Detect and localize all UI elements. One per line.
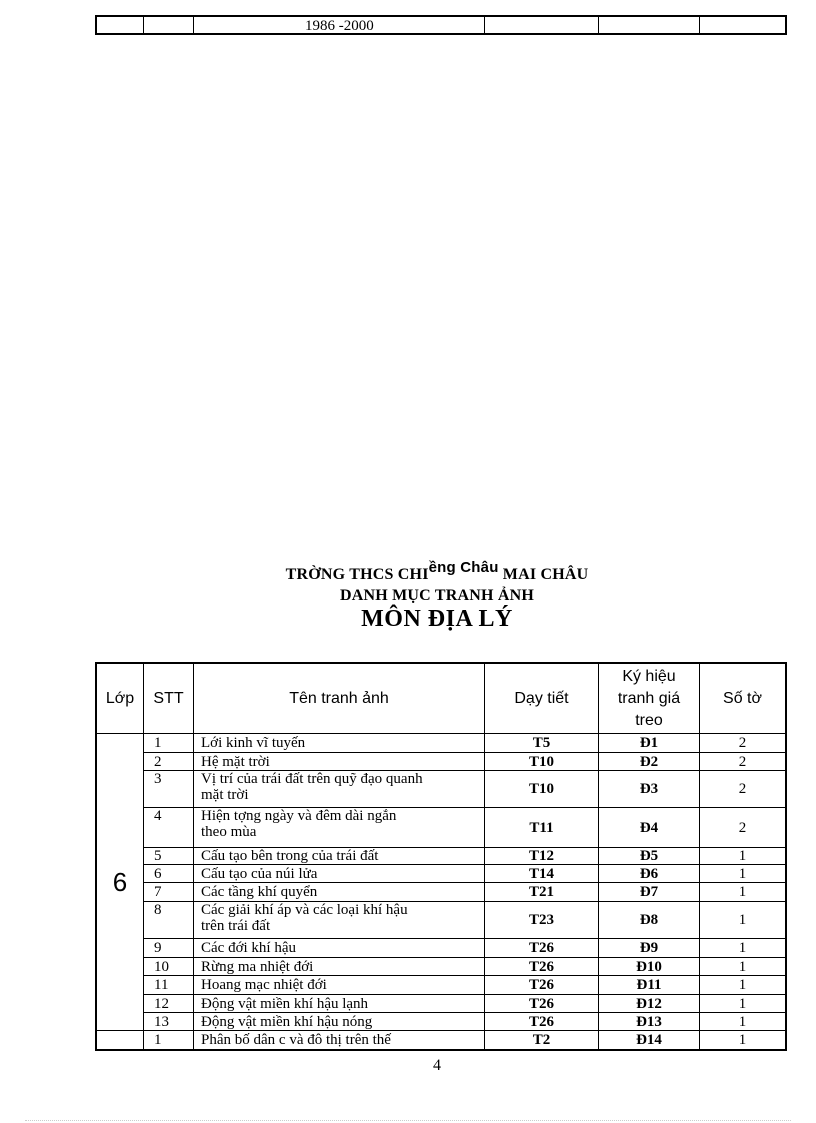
row-name: Hiện tợng ngày và đêm dài ngắn: [201, 808, 397, 824]
row-name: Cấu tạo bên trong của trái đất: [201, 848, 379, 864]
row-lesson: T21: [528, 884, 554, 900]
row-code: Đ13: [636, 1014, 662, 1030]
page-bottom-rule: [25, 1120, 791, 1121]
row-index: 10: [154, 959, 169, 975]
row-index: 7: [154, 884, 162, 900]
row-code: Đ4: [639, 820, 659, 836]
row-name-cont: theo mùa: [201, 824, 257, 840]
row-lesson: T10: [528, 781, 554, 797]
row-sheets: 2: [738, 754, 747, 770]
row-name: Các tầng khí quyển: [201, 884, 318, 900]
school-name-superscript: ềng Châu: [428, 559, 499, 576]
row-code: Đ5: [639, 848, 659, 864]
row-code: Đ9: [639, 940, 659, 956]
row-name: Hệ mặt trời: [201, 754, 270, 770]
row-lesson: T26: [528, 940, 554, 956]
row-code: Đ14: [636, 1032, 662, 1048]
row-lesson: T11: [529, 820, 554, 836]
row-lesson: T26: [528, 977, 554, 993]
row-lesson: T2: [532, 1032, 551, 1048]
row-lesson: T23: [528, 912, 554, 928]
row-index: 4: [154, 808, 162, 824]
page-number: 4: [433, 1057, 441, 1074]
row-sheets: 1: [738, 884, 747, 900]
row-name: Cấu tạo của núi lửa: [201, 866, 318, 882]
list-title: DANH MỤC TRANH ẢNH: [340, 587, 534, 604]
row-name: Vị trí của trái đất trên quỹ đạo quanh: [201, 771, 423, 787]
picture-catalog-table: [95, 662, 787, 1051]
row-lesson: T5: [532, 735, 551, 751]
row-code: Đ1: [639, 735, 659, 751]
row-index: 12: [154, 996, 169, 1012]
row-sheets: 1: [738, 912, 747, 928]
row-index: 11: [154, 977, 169, 993]
row-sheets: 2: [738, 735, 747, 751]
row-sheets: 2: [738, 781, 747, 797]
row-sheets: 2: [738, 820, 747, 836]
row-sheets: 1: [738, 1032, 747, 1048]
row-name: Động vật miền khí hậu nóng: [201, 1014, 373, 1030]
row-lesson: T12: [528, 848, 554, 864]
row-name: Các giải khí áp và các loại khí hậu: [201, 902, 408, 918]
row-lesson: T26: [528, 996, 554, 1012]
row-sheets: 1: [738, 977, 747, 993]
row-name: Động vật miền khí hậu lạnh: [201, 996, 369, 1012]
row-sheets: 1: [738, 848, 747, 864]
header-grade: Lớp: [105, 690, 135, 707]
row-code: Đ10: [636, 959, 662, 975]
row-name-cont: trên trái đất: [201, 918, 271, 934]
row-lesson: T26: [528, 959, 554, 975]
previous-table-strip: [95, 15, 787, 35]
row-code: Đ12: [636, 996, 662, 1012]
row-index: 3: [154, 771, 162, 787]
row-sheets: 1: [738, 1014, 747, 1030]
header-sheets: Số tờ: [723, 690, 762, 707]
row-name: Hoang mạc nhiệt đới: [201, 977, 327, 993]
row-code: Đ11: [636, 977, 662, 993]
year-range: 1986 -2000: [305, 18, 374, 34]
header-name: Tên tranh ảnh: [289, 690, 389, 707]
row-code: Đ3: [639, 781, 659, 797]
row-index: 9: [154, 940, 162, 956]
row-code: Đ6: [639, 866, 659, 882]
row-lesson: T26: [528, 1014, 554, 1030]
row-code: Đ8: [639, 912, 659, 928]
header-index: STT: [153, 690, 184, 707]
row-index: 1: [154, 735, 162, 751]
row-code: Đ7: [639, 884, 659, 900]
row-index: 5: [154, 848, 162, 864]
row-lesson: T10: [528, 754, 554, 770]
row-name-cont: mặt trời: [201, 787, 249, 803]
row-index: 8: [154, 902, 162, 918]
school-name: TRỜNG THCS CHIềng Châu MAI CHÂU: [285, 559, 589, 583]
row-name: Phân bố dân c và đô thị trên thế: [201, 1032, 391, 1048]
row-name: Các đới khí hậu: [201, 940, 296, 956]
row-name: Rừng ma nhiệt đới: [201, 959, 314, 975]
row-sheets: 1: [738, 940, 747, 956]
row-sheets: 1: [738, 959, 747, 975]
row-index: 1: [154, 1032, 162, 1048]
row-sheets: 1: [738, 866, 747, 882]
row-index: 13: [154, 1014, 169, 1030]
subject-title: MÔN ĐỊA LÝ: [361, 606, 513, 632]
grade-value: 6: [112, 867, 128, 897]
row-name: Lới kinh vĩ tuyến: [201, 735, 306, 751]
row-code: Đ2: [639, 754, 659, 770]
header-code: Ký hiệu tranh giá treo: [617, 668, 681, 729]
header-lesson: Dạy tiết: [514, 690, 569, 707]
row-index: 6: [154, 866, 162, 882]
row-lesson: T14: [528, 866, 554, 882]
row-sheets: 1: [738, 996, 747, 1012]
row-index: 2: [154, 754, 162, 770]
